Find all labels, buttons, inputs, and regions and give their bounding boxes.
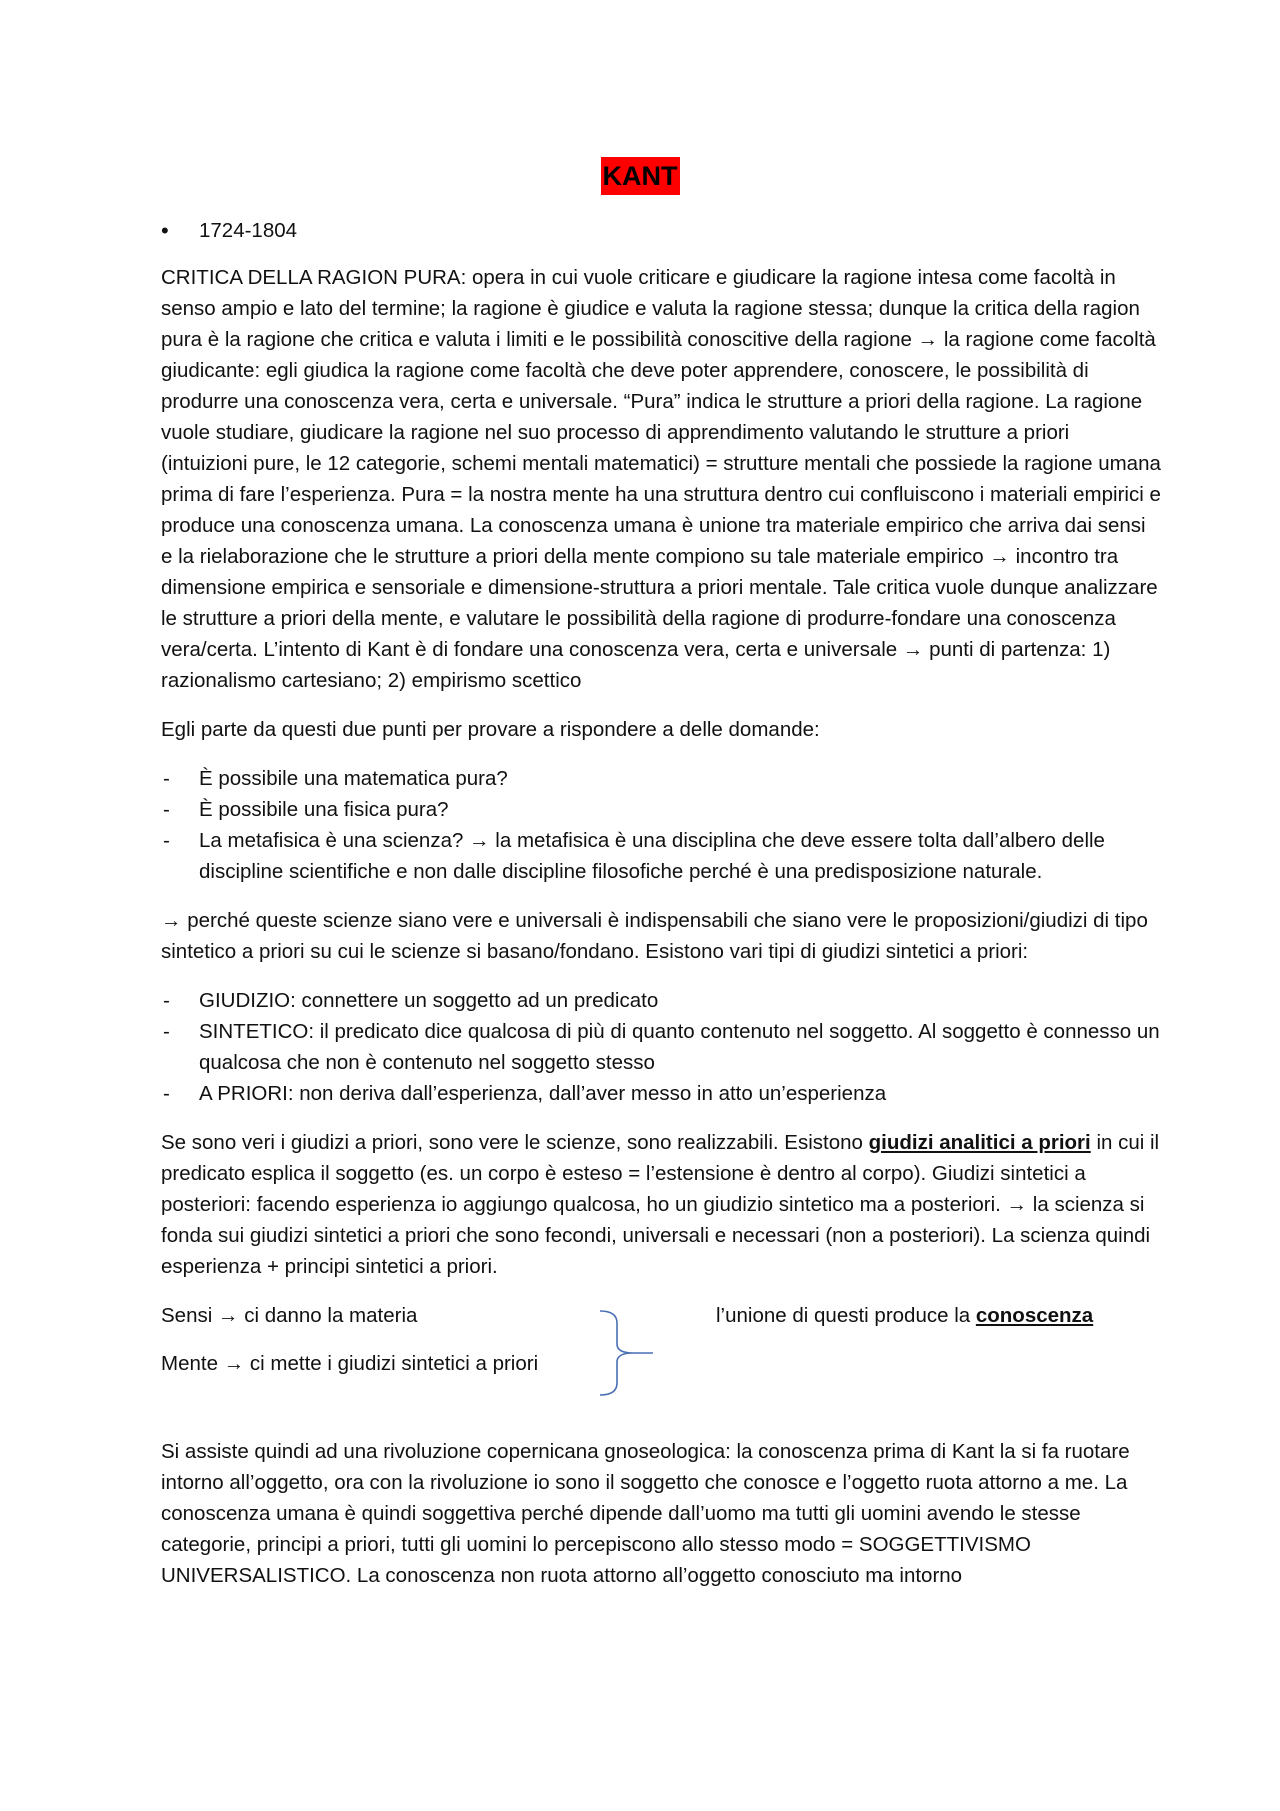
paragraph-giudizi: → perché queste scienze siano vere e universali è indispensabili che siano vere le proposizioni/giudizi di tipo sintetico a priori su cui le scienze si basano/fondano. Esistono vari tipi di giudizi sintetici a priori: [161,909,1148,963]
arrow-icon: → [469,829,490,852]
scheme-row-mente: Mente → ci mette i giudizi sintetici a priori [161,1352,539,1375]
paragraph-rivoluzione: Si assiste quindi ad una rivoluzione copernicana gnoseologica: la conoscenza prima di Kant la si fa ruotare intorno all’oggetto, ora con la rivoluzione io sono il soggetto che conosce e l’oggetto ruota attorno a me. La conoscenza umana è quindi soggettiva perché dipende dall’uomo ma tutti gli uomini avendo le stesse categorie, principi a priori, tutti gli uomini lo percepiscono allo stesso modo = SOGGETTIVISMO UNIVERSALISTICO. La conoscenza non ruota attorno all’oggetto conosciuto ma intorno [161,1440,1130,1587]
arrow-icon: → [217,1304,239,1327]
bullet-item-dates: • 1724-1804 [161,215,1161,246]
questions-list [161,763,1161,887]
arrow-icon: → [161,909,182,932]
emphasis-conoscenza: conoscenza [975,1304,1094,1327]
definitions-list [161,985,1161,1109]
document-body [161,215,1161,1609]
page-title: KANT [601,157,680,195]
scheme-conclusion: l’unione di questi produce la conoscenza [716,1304,1094,1327]
curly-brace-icon [597,1308,657,1398]
bullet-list [161,215,1161,246]
emphasis-giudizi-analitici: giudizi analitici a priori [868,1131,1091,1154]
paragraph-scienze: Se sono veri i giudizi a priori, sono vere le scienze, sono realizzabili. Esistono giudizi analitici a priori in cui il predicato esplica il soggetto (es. un corpo è esteso = l’estensione è dentro al corpo). Giudizi sintetici a posteriori: facendo esperienza io aggiungo qualcosa, ho un giudizio sintetico ma a posteriori. → la scienza si fonda sui giudizi sintetici a priori che sono fecondi, universali e necessari (non a posteriori). La scienza quindi esperienza + principi sintetici a priori. [161,1131,1160,1278]
paragraph-domande-intro: Egli parte da questi due punti per provare a rispondere a delle domande: [161,718,820,741]
paragraph-critica: CRITICA DELLA RAGION PURA: opera in cui vuole criticare e giudicare la ragione intesa come facoltà in senso ampio e lato del termine; la ragione è giudice e valuta la ragione stessa; dunque la critica della ragion pura è la ragione che critica e valuta i limiti e le possibilità conoscitive della ragione → la ragione come facoltà giudicante: egli giudica la ragione come facoltà che deve poter apprendere, conoscere, le possibilità di produrre una conoscenza vera, certa e universale. “Pura” indica le strutture a priori della ragione. La ragione vuole studiare, giudicare la ragione nel suo processo di apprendimento valutando le strutture a priori (intuizioni pure, le 12 categorie, schemi mentali matematici) = strutture mentali che possiede la ragione umana prima di fare l’esperienza. Pura = la nostra mente ha una struttura dentro cui confluiscono i materiali empirici e produce una conoscenza umana. La conoscenza umana è unione tra materiale empirico che arriva dai sensi e la rielaborazione che le strutture a priori della mente compiono su tale materiale empirico → incontro tra dimensione empirica e sensoriale e dimensione-struttura a priori mentale. Tale critica vuole dunque analizzare le strutture a priori della mente, e valutare le possibilità della ragione di produrre-fondare una conoscenza vera/certa. L’intento di Kant è di fondare una conoscenza vera, certa e universale → punti di partenza: 1) razionalismo cartesiano; 2) empirismo scettico [161,266,1161,692]
arrow-icon: → [1006,1193,1028,1216]
scheme-block [161,1300,1161,1396]
list-item: - La metafisica è una scienza? → la metafisica è una disciplina che deve essere tolta dall’albero delle discipline scientifiche e non dalle discipline filosofiche perché è una predisposizione naturale. [161,825,1161,887]
arrow-icon: → [917,328,939,351]
list-item: - GIUDIZIO: connettere un soggetto ad un predicato [161,985,1161,1016]
arrow-icon: → [223,1352,245,1375]
arrow-icon: → [989,545,1010,568]
arrow-icon: → [902,638,924,661]
list-item: - SINTETICO: il predicato dice qualcosa di più di quanto contenuto nel soggetto. Al soggetto è connesso un qualcosa che non è contenuto nel soggetto stesso [161,1016,1161,1078]
scheme-row-sensi: Sensi → ci danno la materia l’unione di questi produce la conoscenza [161,1300,1161,1348]
title-wrap [0,157,1280,195]
list-item: - A PRIORI: non deriva dall’esperienza, dall’aver messo in atto un’esperienza [161,1078,1161,1109]
list-item: - È possibile una fisica pura? [161,794,1161,825]
list-item: - È possibile una matematica pura? [161,763,1161,794]
